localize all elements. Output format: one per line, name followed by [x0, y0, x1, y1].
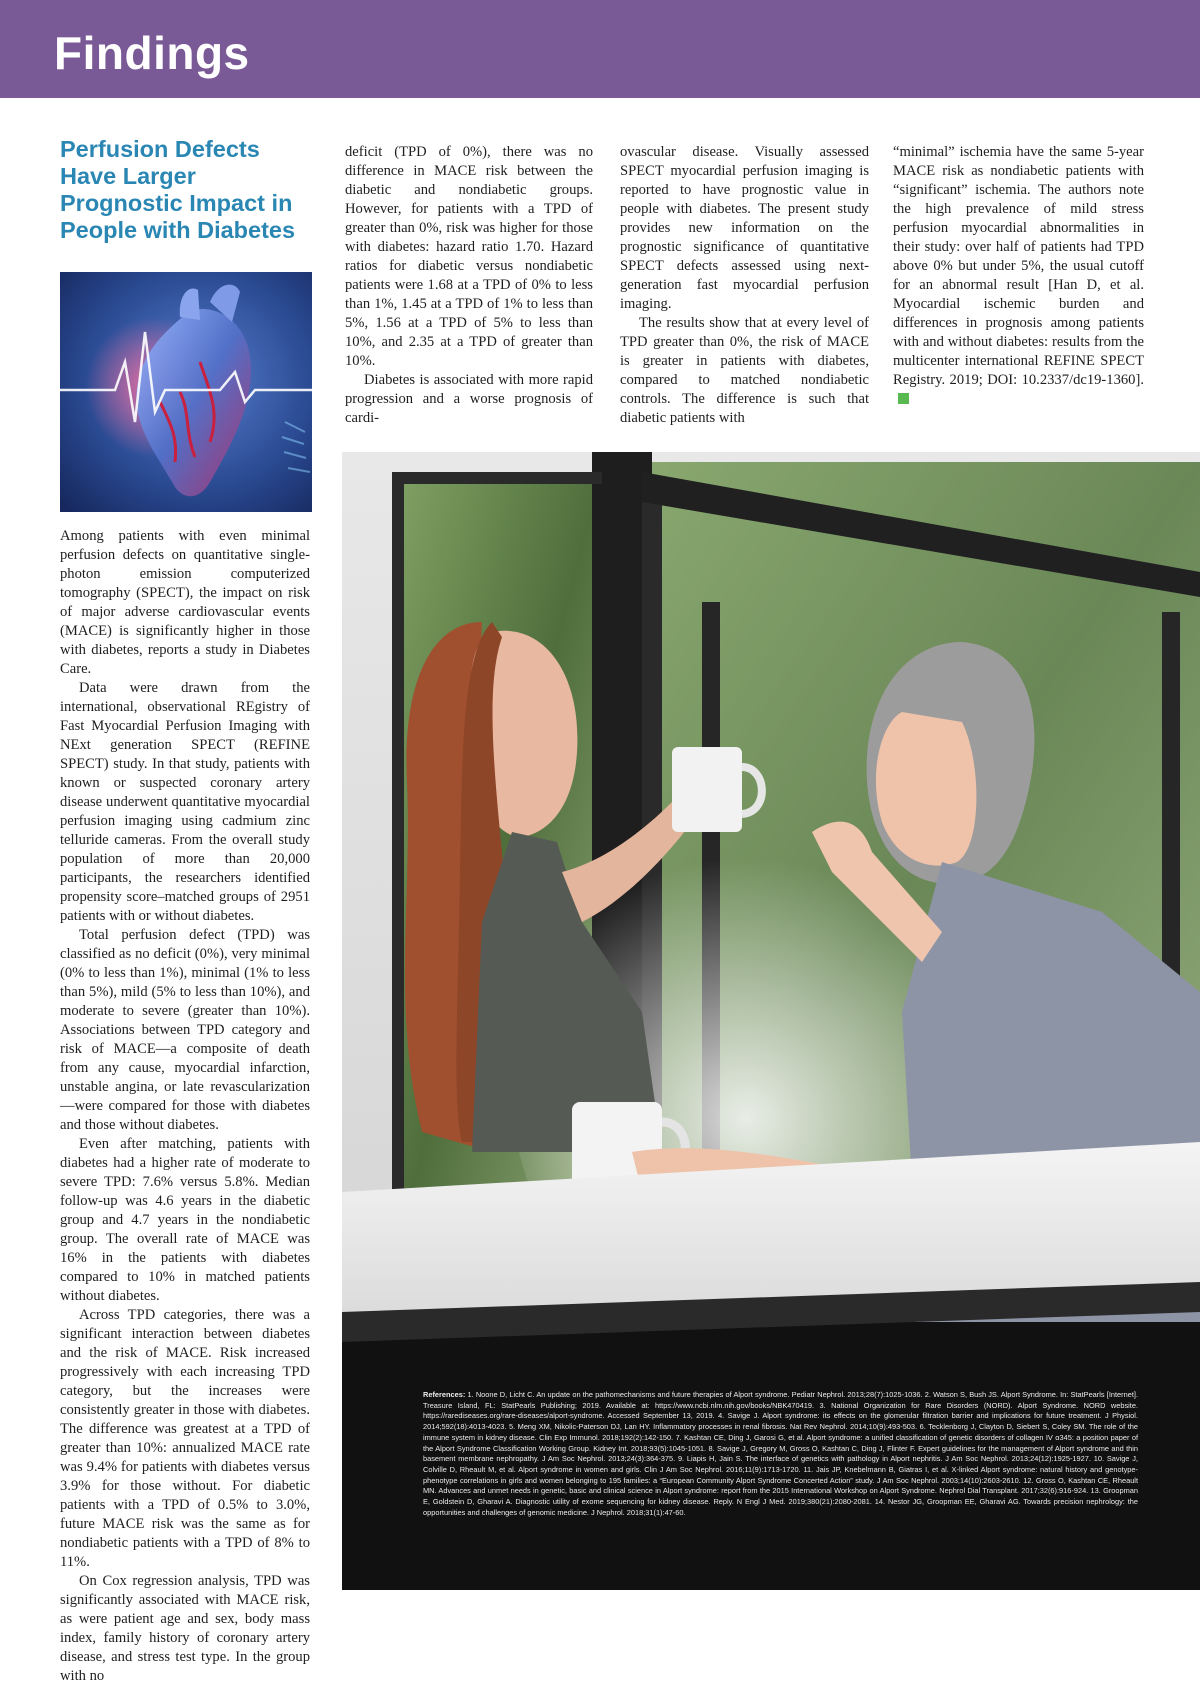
body-paragraph: “minimal” ischemia have the same 5-year MACE risk as nondiabetic patients with “significant” ischemia. The authors note the high prevalence of mild stress perfusion myocardial abnormalities in their study: over half of patients had TPD above 0% but under 5%, the usual cutoff for an abnormal result [Han D, et al. Myocardial ischemic burden and differences in prognosis among patients with and without diabetes: results from the multicenter international REFINE SPECT Registry. 2019; DOI: 10.2337/dc19-1360]. — [893, 144, 1144, 388]
body-column-4 — [893, 143, 1144, 409]
body-paragraph: On Cox regression analysis, TPD was significantly associated with MACE risk, as were patient age and sex, body mass index, family history of coronary artery disease, and stress test type. In the group with no — [60, 1573, 310, 1684]
heart-illustration — [60, 272, 312, 512]
references-label: References: — [423, 1390, 466, 1399]
section-header-bar — [0, 0, 1200, 98]
end-mark-icon — [898, 393, 909, 404]
body-paragraph: Across TPD categories, there was a significant interaction between diabetes and the risk of MACE. Risk increased progressively with each increasing TPD category, but the increases were consistently greater in those with diabetes. The difference was greatest at a TPD of greater than 10%: annualized MACE rate was 9.4% for patients with diabetes versus 3.9% for those without. For diabetic patients with a TPD of 0.5% to 3.0%, future MACE risk was the same as for nondiabetic patients with a TPD of 8% to 11%. — [60, 1307, 310, 1570]
body-paragraph: Among patients with even minimal perfusion defects on quantitative single-photon emission computerized tomography (SPECT), the impact on risk of major adverse cardiovascular events (MACE) is significantly higher in those with diabetes, reports a study in Diabetes Care. — [60, 528, 310, 677]
body-column-1 — [60, 527, 310, 1686]
body-paragraph: deficit (TPD of 0%), there was no difference in MACE risk between the diabetic and nondiabetic groups. However, for patients with a TPD of greater than 0%, risk was higher for those with diabetes: hazard ratio 1.70. Hazard ratios for diabetic versus nondiabetic patients were 1.68 at a TPD of 0% to less than 1%, 1.45 at a TPD of 1% to less than 5%, 1.56 at a TPD of 5% to less than 10%, and 2.35 at a TPD of greater than 10%. — [345, 144, 593, 369]
body-paragraph: Data were drawn from the international, observational REgistry of Fast Myocardial Perfusion Imaging with NExt generation SPECT (REFINE SPECT) study. In that study, patients with known or suspected coronary artery disease underwent quantitative myocardial perfusion imaging using cadmium zinc telluride cameras. From the overall study population of more than 20,000 participants, the researchers identified propensity score–matched groups of 2951 patients with or without diabetes. — [60, 680, 310, 924]
section-title: Findings — [54, 27, 250, 79]
body-column-3 — [620, 143, 869, 428]
references-body: 1. Noone D, Licht C. An update on the pathomechanisms and future therapies of Alport syndrome. Pediatr Nephrol. 2013;28(7):1025-1036. 2. Watson S, Bush JS. Alport Syndrome. In: StatPearls [Internet]. Treasure Island, FL: StatPearls Publishing; 2019. Available at: https://www.ncbi.nlm.nih.gov/books/NBK470419. 3. National Organization for Rare Disorders (NORD). Alport Syndrome. NORD website. https://rarediseases.org/rare-diseases/alport-syndrome. Accessed September 13, 2019. 4. Savige J. Alport syndrome: its effects on the glomerular filtration barrier and implications for future treatment. J Physiol. 2014;592(18):4013-4023. 5. Meng XM, Nikolic-Paterson DJ, Lan HY. Inflammatory processes in renal fibrosis. Nat Rev Nephrol. 2014;10(9):493-503. 6. Tecklenborg J, Clayton D, Siebert S, Coley SM. The role of the immune system in kidney disease. Clin Exp Immunol. 2018;192(2):142-150. 7. Kashtan CE, Ding J, Garosi G, et al. Alport syndrome: a unified classification of genetic disorders of collagen IV α345: a position paper of the Alport Syndrome Classification Working Group. Kidney Int. 2018;93(5):1045-1051. 8. Savige J, Gregory M, Gross O, Kashtan C, Ding J, Flinter F. Expert guidelines for the management of Alport syndrome and thin basement membrane nephropathy. J Am Soc Nephrol. 2013;24(3):364-375. 9. Liapis H, Jain S. The interface of genetics with pathology in Alport nephritis. J Am Soc Nephrol. 2013;24(12):1925-1927. 10. Savige J, Colville D, Rheault M, et al. Alport syndrome in women and girls. Clin J Am Soc Nephrol. 2016;11(9):1713-1720. 11. Jais JP, Knebelmann B, Giatras I, et al. X-linked Alport syndrome: natural history and genotype-phenotype correlations in girls and women belonging to 195 families: a “European Community Alport Syndrome Concerted Action” study. J Am Soc Nephrol. 2003;14(10):2603-2610. 12. Gross O, Kashtan CE, Rheault MN. Advances and unmet needs in genetic, basic and clinical science in Alport syndrome: report from the 2015 International Workshop on Alport Syndrome. Nephrol Dial Transplant. 2017;32(6):916-924. 13. Groopman E, Goldstein D, Gharavi A. Diagnostic utility of exome sequencing for kidney disease. Reply. N Engl J Med. 2019;380(21):2080-2081. 14. Nestor JG, Groopman EE, Gharavi AG. Towards precision nephrology: the opportunities and challenges of genomic medicine. J Nephrol. 2018;31(1):47-60. — [423, 1390, 1138, 1517]
body-paragraph: Diabetes is associated with more rapid progression and a worse prognosis of cardi- — [345, 372, 593, 426]
body-paragraph: The results show that at every level of TPD greater than 0%, the risk of MACE is greater in patients with diabetes, compared to matched nondiabetic controls. The difference is such that diabetic patients with — [620, 315, 869, 426]
body-paragraph: Even after matching, patients with diabetes had a higher rate of moderate to severe TPD: 7.6% versus 5.8%. Median follow-up was 4.6 years in the diabetic group and 4.7 years in the nondiabetic group. The overall rate of MACE was 16% in the patients with diabetes compared to 10% in matched patients without diabetes. — [60, 1136, 310, 1304]
references-text — [423, 1390, 1138, 1518]
article-headline: Perfusion Defects Have Larger Prognostic Impact in People with Diabetes — [60, 136, 296, 243]
body-paragraph: Total perfusion defect (TPD) was classified as no deficit (0%), very minimal (0% to less than 1%), minimal (1% to less than 5%), mild (5% to less than 10%), and moderate to severe (greater than 10%). Associations between TPD category and risk of MACE—a composite of death from any cause, myocardial infarction, unstable angina, or late revascularization—were compared for those with diabetes and those without diabetes. — [60, 927, 310, 1133]
body-column-2 — [345, 143, 593, 428]
body-paragraph: ovascular disease. Visually assessed SPECT myocardial perfusion imaging is reported to have prognostic value in people with diabetes. The present study provides new information on the prognostic significance of quantitative SPECT defects assessed using next-generation fast myocardial perfusion imaging. — [620, 144, 869, 312]
